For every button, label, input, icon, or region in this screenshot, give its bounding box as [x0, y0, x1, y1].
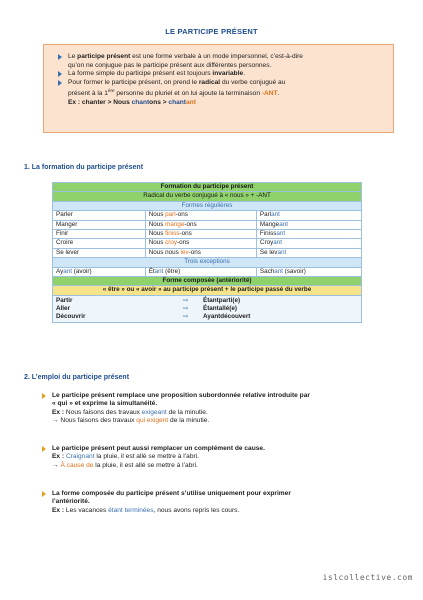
table-row [53, 295, 362, 323]
text: → [52, 461, 61, 469]
participle [256, 248, 361, 257]
infinitive: Se lever [53, 248, 146, 257]
arrow-icon: ⇨ [183, 305, 189, 313]
exception [256, 267, 361, 276]
text: qu’on ne conjugue pas le participe présent aux différentes personnes. [68, 61, 272, 69]
text: Nous faisons des travaux [64, 408, 142, 416]
ending: ant [271, 211, 280, 219]
text: la pluie, il est allé se mettre à l’abri. [93, 461, 198, 469]
arrow-icon: ⇨ [183, 296, 189, 304]
text: « qui » et exprime la simultanéité. [52, 400, 158, 408]
text: Ay [56, 267, 64, 275]
ending: ant [186, 99, 196, 107]
table-row [53, 248, 362, 257]
triangle-bullet-icon [58, 54, 62, 60]
text: Le participe présent peut aussi remplacer un complément de cause. [52, 445, 265, 452]
nous-form [145, 220, 256, 229]
ending: ant [154, 267, 164, 275]
text: Mange [259, 220, 280, 228]
text: Les vacances [64, 506, 109, 514]
highlight: étant terminées [108, 506, 154, 514]
text: Le participe présent remplace une proposition subordonnée relative introduite par [52, 392, 310, 399]
nous-form [145, 239, 256, 248]
text: (être) [163, 267, 181, 275]
exception [145, 267, 256, 276]
use-point-1 [52, 392, 402, 426]
table-rule: Radical du verbe conjugué à « nous » + -ANT [53, 192, 362, 201]
compound-title: Forme composée (antériorité) [53, 277, 362, 286]
table-row [53, 230, 362, 239]
intro-point-3 [58, 79, 385, 108]
regular-title: Formes régulières [53, 201, 362, 210]
text: -ons [175, 211, 188, 219]
highlight: À cause de [60, 461, 94, 469]
text: ons > [149, 99, 169, 107]
text: -ons [188, 248, 201, 256]
text: Finiss [259, 230, 277, 238]
use-point-3 [52, 490, 402, 515]
radical: chant [168, 99, 187, 107]
text: Nous nous [148, 248, 181, 256]
radical: lev [180, 248, 189, 256]
triangle-bullet-icon [58, 80, 62, 86]
example-label: Ex : [52, 408, 65, 416]
text: Pour former le participe présent, on prend le [68, 78, 199, 86]
infinitive: Parler [53, 211, 146, 220]
text: l’antériorité. [52, 498, 90, 506]
intro-point-1 [58, 53, 385, 70]
text: est une forme verbale à un mode impersonnel, c’est-à-dire [130, 53, 303, 60]
text: (avoir) [72, 267, 92, 275]
intro-box [43, 44, 394, 133]
list-item [56, 313, 358, 321]
example-label: Ex : [68, 99, 81, 107]
text: -ons [179, 230, 192, 238]
ending: -ANT [261, 90, 278, 98]
table-row [53, 267, 362, 276]
auxiliary: Ayant [203, 313, 221, 321]
text: Croy [259, 239, 274, 247]
auxiliary: Étant [203, 305, 219, 313]
example [52, 417, 402, 425]
triangle-bullet-icon [42, 393, 46, 399]
compound-examples [53, 295, 362, 323]
text: Sach [259, 267, 275, 275]
table-row [53, 211, 362, 220]
highlight: qui exigent [136, 417, 169, 425]
example [52, 507, 402, 515]
nous-form [145, 211, 256, 220]
watermark: islcollective.com [322, 573, 413, 582]
triangle-bullet-icon [42, 446, 46, 452]
term: invariable [212, 70, 244, 78]
example [52, 453, 402, 461]
section-heading-2: 2. L’emploi du participe présent [24, 374, 130, 381]
ending: ant [279, 220, 288, 228]
text: Le [68, 53, 78, 60]
radical: finiss [165, 230, 180, 238]
ending: ant [277, 248, 287, 256]
text: (savoir) [283, 267, 306, 275]
compound-rule: « être » ou « avoir » au participe présent + le participe passé du verbe [53, 286, 362, 295]
highlight: Craignant [65, 453, 95, 461]
exceptions-title: Trois exceptions [53, 258, 362, 267]
participle [256, 211, 361, 220]
use-point-2 [52, 445, 402, 470]
ending: ant [63, 267, 73, 275]
table-header: Formation du participe présent [53, 183, 362, 192]
list-item [56, 305, 358, 313]
text: , nous avons repris les cours. [153, 506, 240, 514]
text: Se lev [259, 248, 278, 256]
radical: parl [165, 211, 176, 219]
text: parti(e) [218, 296, 241, 304]
section-heading-1: 1. La formation du participe présent [24, 164, 144, 171]
infinitive: Manger [53, 220, 146, 229]
text: -ons [177, 239, 190, 247]
participle [256, 239, 361, 248]
list-item [56, 297, 358, 305]
text: Ét [148, 267, 155, 275]
example-label: Ex : [52, 453, 65, 461]
text: Nous [148, 239, 166, 247]
page-title: LE PARTICIPE PRÉSENT [165, 27, 258, 36]
triangle-bullet-icon [58, 71, 62, 77]
ending: ant [274, 267, 284, 275]
radical: mange [165, 220, 185, 228]
text: du verbe conjugué au [220, 78, 286, 86]
nous-form [145, 248, 256, 257]
text: Parl [259, 211, 272, 219]
infinitive: Finir [53, 230, 146, 239]
exception [53, 267, 146, 276]
text: Nous [148, 211, 166, 219]
example [52, 409, 402, 417]
text: . [277, 90, 280, 98]
infinitive: Croire [53, 239, 146, 248]
infinitive: Partir [56, 296, 73, 304]
highlight: exigeant [141, 408, 167, 416]
text: présent à la 1 [68, 90, 108, 98]
radical: croy [165, 239, 178, 247]
text: chanter > Nous [80, 99, 132, 107]
text: -ons [184, 220, 197, 228]
participle [256, 230, 361, 239]
arrow-icon: ⇨ [183, 313, 189, 321]
ending: ant [276, 230, 286, 238]
text: La forme composée du participe présent s’utilise uniquement pour exprimer [52, 490, 291, 497]
text: de la minutie. [168, 417, 210, 425]
table-row [53, 239, 362, 248]
term: participe présent [77, 53, 131, 60]
triangle-bullet-icon [42, 491, 46, 497]
text: la pluie, il est allé se mettre à l’abri. [94, 453, 199, 461]
term: radical [198, 78, 221, 86]
ending: ant [273, 239, 282, 247]
example [52, 462, 402, 470]
example-label: Ex : [52, 506, 65, 514]
text: personne du pluriel et on lui ajoute la terminaison [114, 90, 262, 98]
superscript: ère [107, 88, 115, 94]
nous-form [145, 230, 256, 239]
text: allé(e) [218, 305, 237, 313]
text: → Nous faisons des travaux [52, 417, 137, 425]
intro-point-2 [58, 70, 385, 79]
auxiliary: Étant [203, 296, 219, 304]
text: Nous [148, 220, 166, 228]
infinitive: Aller [56, 305, 70, 313]
text: de la minutie. [166, 408, 208, 416]
text: découvert [220, 313, 251, 321]
text: . [243, 70, 246, 78]
participle [256, 220, 361, 229]
table-row [53, 220, 362, 229]
conjugation-table [52, 182, 362, 323]
text: Nous [148, 230, 166, 238]
radical: chant [131, 99, 150, 107]
text: La forme simple du participe présent est toujours [68, 70, 213, 78]
infinitive: Découvrir [56, 313, 86, 321]
